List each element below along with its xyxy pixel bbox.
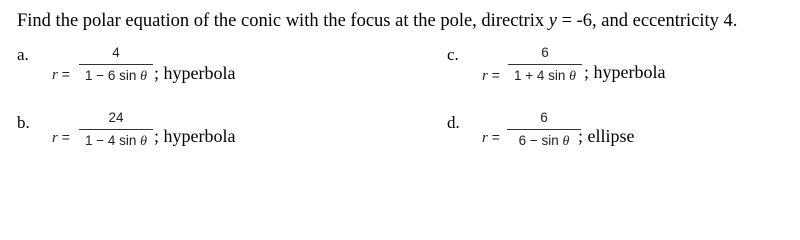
- theta-symbol: θ: [562, 134, 570, 149]
- numerator: 4: [112, 45, 120, 60]
- option-letter: a.: [17, 45, 29, 64]
- numerator: 6: [541, 45, 549, 60]
- denominator: 1 − 4 sin θ: [84, 133, 148, 149]
- equals-sign: =: [57, 66, 70, 82]
- equals-sign: =: [487, 67, 500, 83]
- option-lhs: [52, 66, 70, 83]
- fraction-bar: [79, 129, 153, 130]
- conic-type: ; hyperbola: [154, 63, 236, 83]
- fraction-bar: [79, 64, 153, 65]
- numerator: 24: [108, 110, 124, 125]
- question-text: [17, 10, 737, 32]
- denominator: 1 − 6 sin θ: [84, 68, 148, 84]
- option-lhs: [482, 129, 500, 146]
- theta-symbol: θ: [569, 69, 577, 84]
- theta-symbol: θ: [140, 69, 148, 84]
- fraction: [79, 45, 153, 84]
- conic-type: ; ellipse: [578, 126, 635, 146]
- r-variable: r: [482, 130, 488, 146]
- option-letter: c.: [447, 45, 459, 64]
- conic-type: ; hyperbola: [154, 126, 236, 146]
- option-letter: d.: [447, 113, 460, 132]
- r-variable: r: [482, 68, 488, 84]
- r-variable: r: [52, 67, 58, 83]
- option-letter: b.: [17, 113, 30, 132]
- numerator: 6: [540, 110, 548, 125]
- equals-sign: =: [57, 129, 70, 145]
- option-lhs: [52, 129, 70, 146]
- fraction: [79, 110, 153, 149]
- fraction: [508, 45, 582, 84]
- fraction-bar: [508, 64, 582, 65]
- r-variable: r: [52, 130, 58, 146]
- question-text-before: Find the polar equation of the conic with the focus at the pole, directrix: [17, 11, 549, 31]
- denominator: 1 + 4 sin θ: [513, 68, 577, 84]
- option-lhs: [482, 67, 500, 84]
- theta-symbol: θ: [140, 134, 148, 149]
- fraction-bar: [507, 129, 581, 130]
- conic-type: ; hyperbola: [584, 62, 666, 82]
- question-text-after: = -6, and eccentricity 4.: [556, 11, 738, 31]
- fraction: [507, 110, 581, 149]
- equals-sign: =: [487, 129, 500, 145]
- denominator: 6 − sin θ: [518, 133, 570, 149]
- question-variable: y: [548, 11, 557, 31]
